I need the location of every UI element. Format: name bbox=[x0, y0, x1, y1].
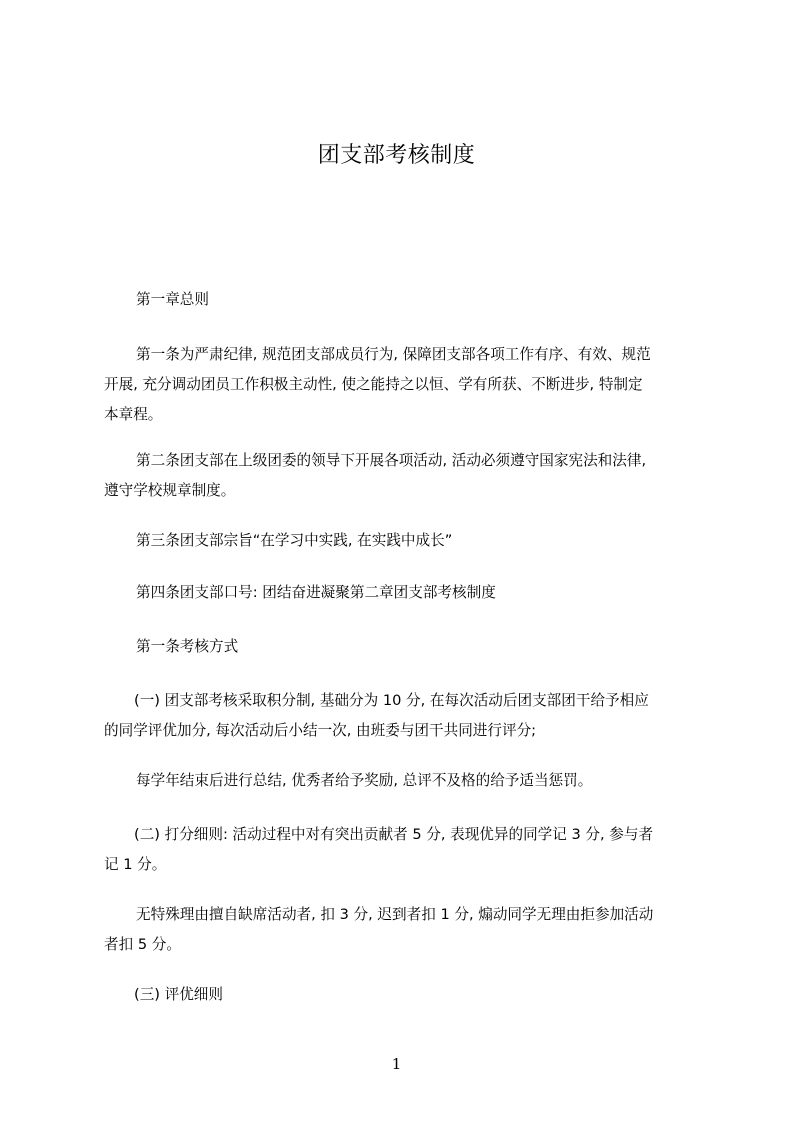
paragraph-line: (二) 打分细则: 活动过程中对有突出贡献者 5 分, 表现优异的同学记 3 分, 参与者 bbox=[134, 826, 654, 843]
paragraph-line: (一) 团支部考核采取积分制, 基础分为 10 分, 在每次活动后团支部团干给予相应 bbox=[134, 692, 649, 709]
article-paragraph bbox=[104, 526, 700, 556]
paragraph-line: 第一条考核方式 bbox=[136, 638, 239, 655]
document-title: 团支部考核制度 bbox=[317, 143, 476, 168]
article-paragraph bbox=[104, 446, 700, 506]
paragraph-line: 记 1 分。 bbox=[104, 856, 167, 873]
article-paragraph bbox=[104, 686, 700, 746]
paragraph-line: 每学年结束后进行总结, 优秀者给予奖励, 总评不及格的给予适当惩罚。 bbox=[136, 772, 593, 789]
paragraph-line: 遵守学校规章制度。 bbox=[104, 482, 236, 499]
article-paragraph bbox=[104, 340, 700, 430]
page-number: 1 bbox=[391, 1055, 402, 1073]
paragraph-line: 第三条团支部宗旨“在学习中实践, 在实践中成长” bbox=[136, 532, 453, 549]
paragraph-line: 第二条团支部在上级团委的领导下开展各项活动, 活动必须遵守国家宪法和法律, bbox=[136, 452, 647, 469]
article-paragraph bbox=[104, 632, 700, 662]
paragraph-line: 者扣 5 分。 bbox=[104, 936, 181, 953]
paragraph-line: 开展, 充分调动团员工作积极主动性, 使之能持之以恒、学有所获、不断进步, 特制定 bbox=[104, 376, 643, 393]
paragraph-line: (三) 评优细则 bbox=[134, 986, 223, 1003]
article-paragraph bbox=[104, 820, 700, 880]
paragraph-line: 第四条团支部口号: 团结奋进凝聚第二章团支部考核制度 bbox=[136, 584, 496, 601]
chapter-heading bbox=[104, 285, 700, 315]
paragraph-line: 第一条为严肃纪律, 规范团支部成员行为, 保障团支部各项工作有序、有效、规范 bbox=[136, 346, 651, 363]
paragraph-line: 无特殊理由擅自缺席活动者, 扣 3 分, 迟到者扣 1 分, 煽动同学无理由拒参加活动 bbox=[136, 906, 654, 923]
paragraph-line: 本章程。 bbox=[104, 406, 163, 423]
article-paragraph bbox=[104, 900, 700, 960]
article-paragraph bbox=[104, 766, 700, 796]
paragraph-line: 第一章总则 bbox=[136, 291, 209, 308]
article-paragraph bbox=[104, 980, 700, 1010]
paragraph-line: 的同学评优加分, 每次活动后小结一次, 由班委与团干共同进行评分; bbox=[104, 722, 537, 739]
article-paragraph bbox=[104, 578, 700, 608]
